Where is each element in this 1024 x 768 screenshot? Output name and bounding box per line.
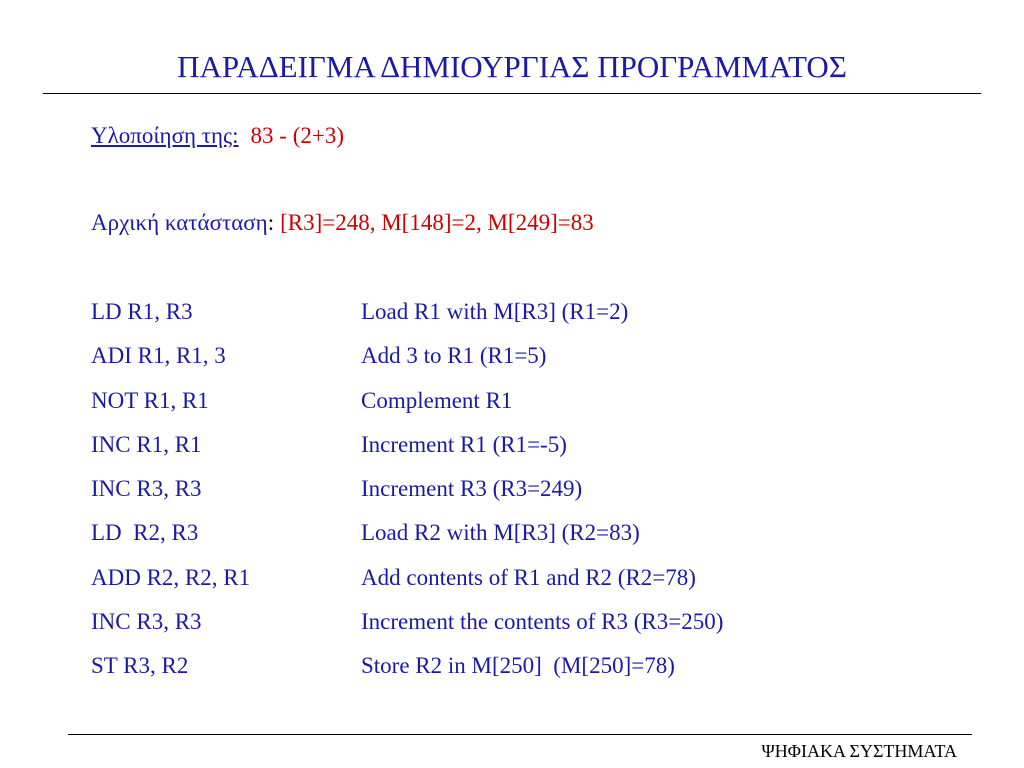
instruction-description: Increment R3 (R3=249) [361,476,583,502]
instruction-code: INC R3, R3 [91,609,202,635]
instruction-row [91,341,891,385]
implementation-line [91,121,344,151]
instruction-description: Load R2 with M[R3] (R2=83) [361,520,640,546]
instruction-row [91,386,891,430]
instruction-code: ST R3, R2 [91,653,189,679]
initial-state-label: Αρχική κατάσταση [91,210,268,235]
instruction-row [91,518,891,562]
instruction-row [91,297,891,341]
instruction-row [91,607,891,651]
instruction-description: Load R1 with M[R3] (R1=2) [361,299,629,324]
instruction-code: INC R1, R1 [91,431,202,457]
instruction-description: Complement R1 [361,387,513,413]
initial-state-colon: : [267,210,275,235]
instruction-description: Increment R1 (R1=-5) [361,431,567,457]
instruction-description: Increment the contents of R3 (R3=250) [361,609,724,635]
instruction-code: LD R1, R3 [91,299,193,324]
instruction-description: Add contents of R1 and R2 (R2=78) [361,564,696,590]
instruction-description: Store R2 in M[250] (M[250]=78) [361,653,675,679]
title-divider [43,93,981,94]
instruction-code: ADD R2, R2, R1 [91,564,251,590]
implementation-expression: 83 - (2+3) [250,123,344,148]
footer-divider [68,734,972,735]
instruction-row [91,563,891,607]
initial-state-values: [R3]=248, M[148]=2, M[249]=83 [280,210,594,235]
instruction-code: INC R3, R3 [91,476,202,502]
instruction-row [91,474,891,518]
instruction-description: Add 3 to R1 (R1=5) [361,343,547,369]
instruction-row [91,430,891,474]
initial-state-line [91,208,594,238]
instruction-code: NOT R1, R1 [91,387,209,413]
page-title: ΠΑΡΑΔΕΙΓΜΑ ΔΗΜΙΟΥΡΓΙΑΣ ΠΡΟΓΡΑΜΜΑΤΟΣ [177,49,847,84]
instruction-list [91,297,891,696]
instruction-code: ADI R1, R1, 3 [91,343,226,369]
footer-text: ΨΗΦΙΑΚΑ ΣΥΣΤΗΜΑΤΑ [761,741,957,761]
instruction-row [91,651,891,695]
implementation-label: Υλοποίηση της: [91,123,239,148]
instruction-code: LD R2, R3 [91,520,199,546]
